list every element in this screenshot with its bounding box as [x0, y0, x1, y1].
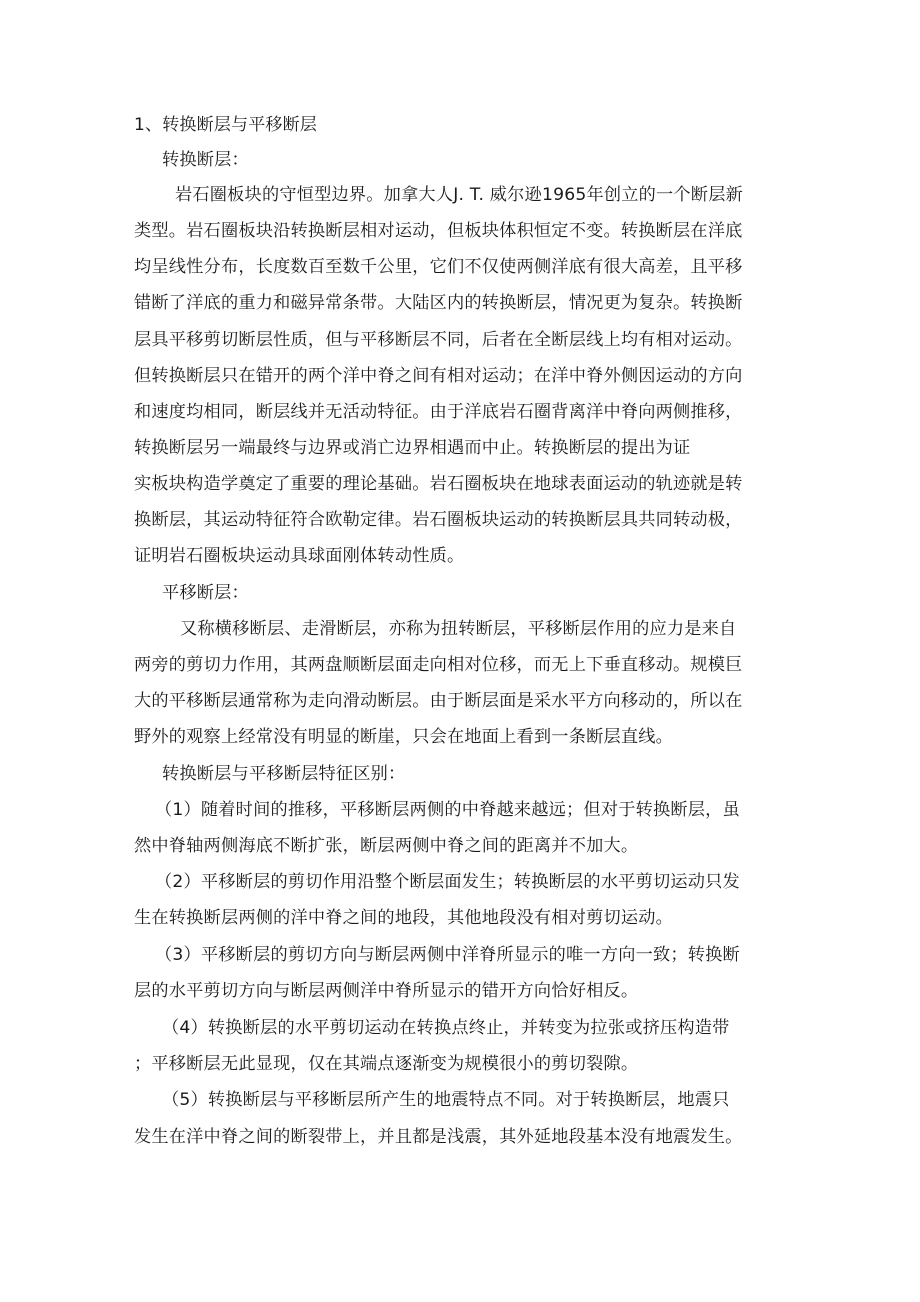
transform-fault-line-2: 类型。岩石圈板块沿转换断层相对运动，但板块体积恒定不变。转换断层在洋底 — [134, 221, 743, 241]
transform-fault-line-8: 转换断层另一端最终与边界或消亡边界相遇而中止。转换断层的提出为证 — [134, 438, 691, 458]
transform-fault-line-10: 换断层，其运动特征符合欧勒定律。岩石圈板块运动的转换断层具共同转动极， — [134, 510, 743, 530]
strike-slip-line-3: 大的平移断层通常称为走向滑动断层。由于断层面是采水平方向移动的，所以在 — [134, 691, 743, 711]
transform-fault-line-4: 错断了洋底的重力和磁异常条带。大陆区内的转换断层，情况更为复杂。转换断 — [134, 293, 743, 313]
strike-slip-label: 平移断层： — [162, 583, 249, 603]
transform-fault-line-11: 证明岩石圈板块运动具球面刚体转动性质。 — [134, 546, 465, 566]
difference-3-line-1: （3）平移断层的剪切方向与断层两侧中洋脊所显示的唯一方向一致；转换断 — [155, 945, 740, 965]
difference-5-line-2: 发生在洋中脊之间的断裂带上，并且都是浅震，其外延地段基本没有地震发生。 — [134, 1127, 743, 1147]
strike-slip-line-4: 野外的观察上经常没有明显的断崖，只会在地面上看到一条断层直线。 — [134, 727, 674, 747]
transform-fault-line-6: 但转换断层只在错开的两个洋中脊之间有相对运动；在洋中脊外侧因运动的方向 — [134, 366, 743, 386]
difference-4-line-1: （4）转换断层的水平剪切运动在转换点终止，并转变为拉张或挤压构造带 — [162, 1018, 730, 1038]
difference-label: 转换断层与平移断层特征区别： — [162, 764, 406, 784]
transform-fault-line-3: 均呈线性分布，长度数百至数千公里，它们不仅使两侧洋底有很大高差，且平移 — [134, 257, 743, 277]
difference-2-line-1: （2）平移断层的剪切作用沿整个断层面发生；转换断层的水平剪切运动只发 — [155, 872, 740, 892]
transform-fault-line-9: 实板块构造学奠定了重要的理论基础。岩石圈板块在地球表面运动的轨迹就是转 — [134, 474, 743, 494]
difference-1-line-1: （1）随着时间的推移，平移断层两侧的中脊越来越远；但对于转换断层，虽 — [155, 800, 740, 820]
difference-4-line-2: ；平移断层无此显现，仅在其端点逐渐变为规模很小的剪切裂隙。 — [134, 1054, 639, 1074]
transform-fault-line-7: 和速度均相同，断层线并无活动特征。由于洋底岩石圈背离洋中脊向两侧推移， — [134, 402, 743, 422]
section-heading: 1、转换断层与平移断层 — [134, 115, 318, 135]
transform-fault-line-1: 岩石圈板块的守恒型边界。加拿大人J. T. 威尔逊1965年创立的一个断层新 — [175, 185, 743, 205]
difference-5-line-1: （5）转换断层与平移断层所产生的地震特点不同。对于转换断层，地震只 — [162, 1090, 730, 1110]
difference-2-line-2: 生在转换断层两侧的洋中脊之间的地段，其他地段没有相对剪切运动。 — [134, 908, 674, 928]
transform-fault-label: 转换断层： — [162, 150, 249, 170]
transform-fault-line-5: 层具平移剪切断层性质，但与平移断层不同，后者在全断层线上均有相对运动。 — [134, 330, 743, 350]
strike-slip-line-1: 又称横移断层、走滑断层，亦称为扭转断层，平移断层作用的应力是来自 — [180, 619, 737, 639]
strike-slip-line-2: 两旁的剪切力作用，其两盘顺断层面走向相对位移，而无上下垂直移动。规模巨 — [134, 655, 743, 675]
difference-3-line-2: 层的水平剪切方向与断层两侧洋中脊所显示的错开方向恰好相反。 — [134, 981, 639, 1001]
difference-1-line-2: 然中脊轴两侧海底不断扩张，断层两侧中脊之间的距离并不加大。 — [134, 836, 639, 856]
